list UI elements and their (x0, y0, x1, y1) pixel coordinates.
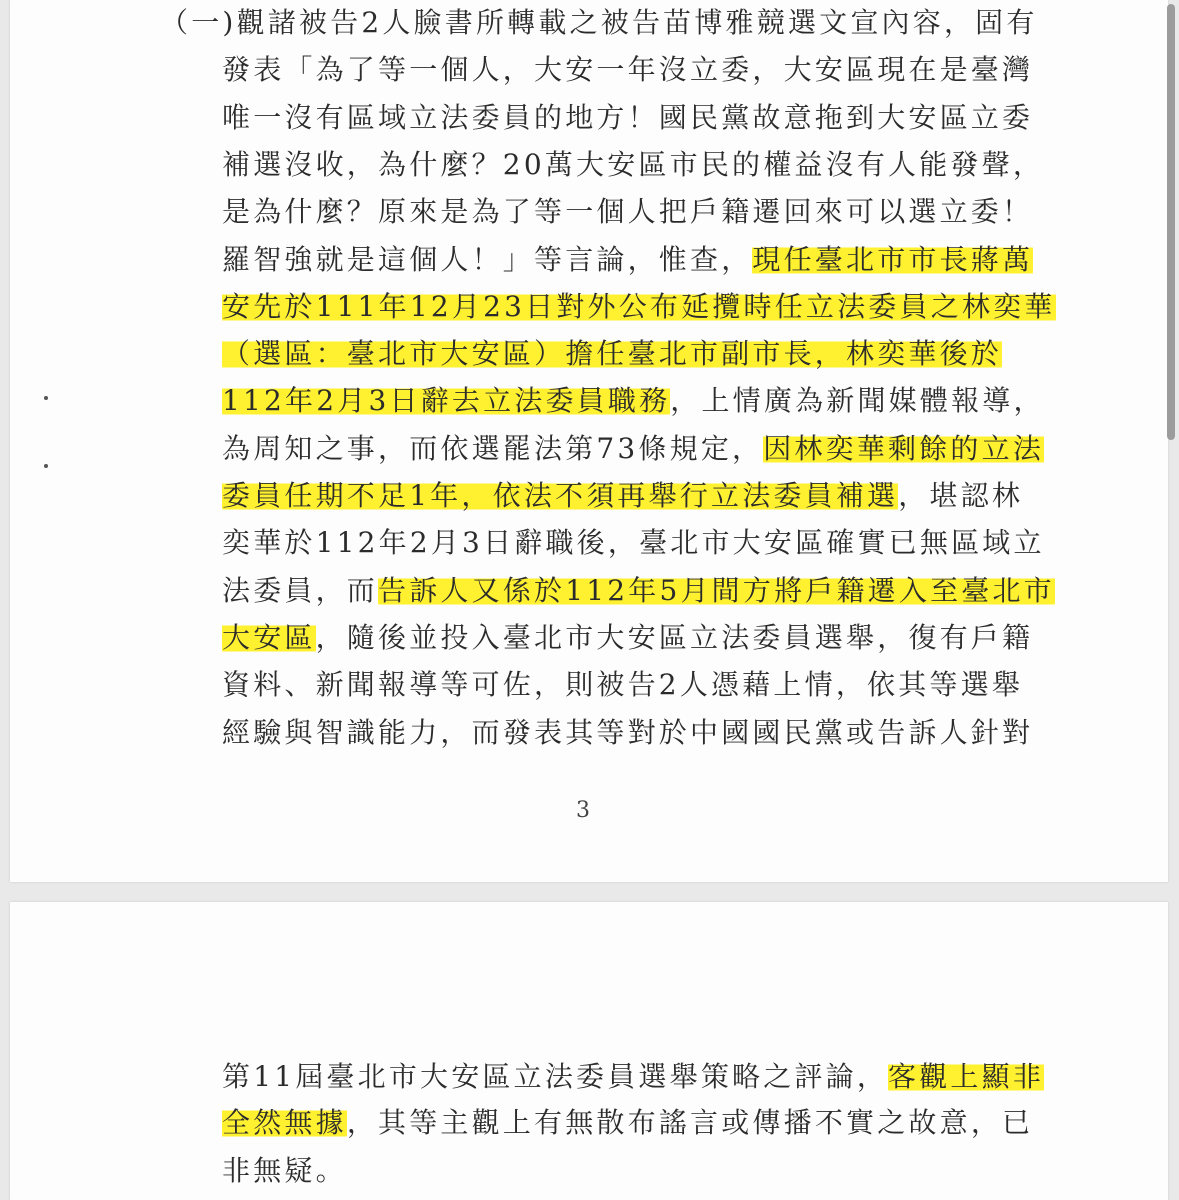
highlighted-text: 因林奕華剩餘的立法 (763, 431, 1045, 465)
text-segment: 羅智強就是這個人！」等言論，惟查， (222, 242, 753, 276)
text-segment: ，其等主觀上有無散布謠言或傳播不實之故意，已 (346, 1106, 1034, 1139)
margin-dot (44, 396, 48, 400)
highlighted-text: 安先於111年12月23日對外公布延攬時任立法委員之林奕華 (222, 289, 1056, 323)
text-line (222, 1060, 1044, 1096)
highlighted-text: 大安區 (222, 620, 316, 654)
text-line (222, 195, 1033, 231)
text-line (222, 148, 1044, 184)
text-line (222, 384, 1045, 420)
text-segment: ，上情廣為新聞媒體報導， (670, 384, 1045, 418)
highlighted-text: 客觀上顯非 (888, 1060, 1045, 1093)
text-line (160, 6, 1038, 42)
highlighted-text: 全然無據 (222, 1106, 347, 1139)
text-segment: 是為什麼？原來是為了等一個人把戶籍遷回來可以選立委！ (222, 195, 1034, 229)
text-line (222, 479, 1023, 515)
text-line (222, 290, 1056, 326)
text-line (222, 574, 1055, 610)
document-page-4 (10, 902, 1168, 1200)
text-segment: 補選沒收，為什麼？20萬大安區市民的權益沒有人能發聲， (222, 147, 1045, 181)
highlighted-text: （選區：臺北市大安區）擔任臺北市副市長，林奕華後於 (222, 337, 1003, 371)
text-segment: 資料、新聞報導等可佐，則被告2人憑藉上情，依其等選舉 (222, 668, 1024, 702)
text-line (222, 621, 1033, 657)
text-segment: 為周知之事，而依選罷法第73條規定， (222, 431, 764, 465)
highlighted-text: 告訴人又係於112年5月間方將戶籍遷入至臺北市 (378, 573, 1055, 607)
text-segment: 法委員，而 (222, 573, 379, 607)
text-segment: 發表「為了等一個人，大安一年沒立委，大安區現在是臺灣 (222, 53, 1034, 87)
text-line (222, 53, 1033, 89)
text-line (222, 101, 1033, 137)
text-line (222, 716, 1033, 752)
text-line (222, 243, 1033, 279)
text-segment: 第11屆臺北市大安區立法委員選舉策略之評論， (222, 1060, 889, 1093)
text-line (222, 668, 1023, 704)
document-page-3 (10, 0, 1168, 882)
text-line (222, 432, 1044, 468)
text-line (222, 1154, 347, 1190)
text-segment: ，隨後並投入臺北市大安區立法委員選舉，復有戶籍 (315, 620, 1034, 654)
text-line (222, 1106, 1033, 1142)
highlighted-text: 現任臺北市市長蔣萬 (752, 242, 1034, 276)
text-segment: 非無疑。 (222, 1154, 347, 1187)
text-segment: 奕華於112年2月3日辭職後，臺北市大安區確實已無區域立 (222, 526, 1045, 560)
text-segment: 經驗與智識能力，而發表其等對於中國國民黨或告訴人針對 (222, 715, 1034, 749)
highlighted-text: 112年2月3日辭去立法委員職務 (222, 384, 671, 418)
scrollbar[interactable] (1167, 4, 1175, 440)
highlighted-text: 委員任期不足1年，依法不須再舉行立法委員補選 (222, 479, 899, 512)
text-line (222, 337, 1002, 373)
margin-dot (44, 464, 48, 468)
page-number: 3 (576, 798, 590, 823)
text-segment: ，堪認林 (898, 479, 1024, 512)
text-line (222, 526, 1045, 562)
text-segment: （一)觀諸被告2人臉書所轉載之被告苗博雅競選文宣內容，固有 (160, 6, 1038, 39)
text-segment: 唯一沒有區域立法委員的地方！國民黨故意拖到大安區立委 (222, 100, 1034, 134)
